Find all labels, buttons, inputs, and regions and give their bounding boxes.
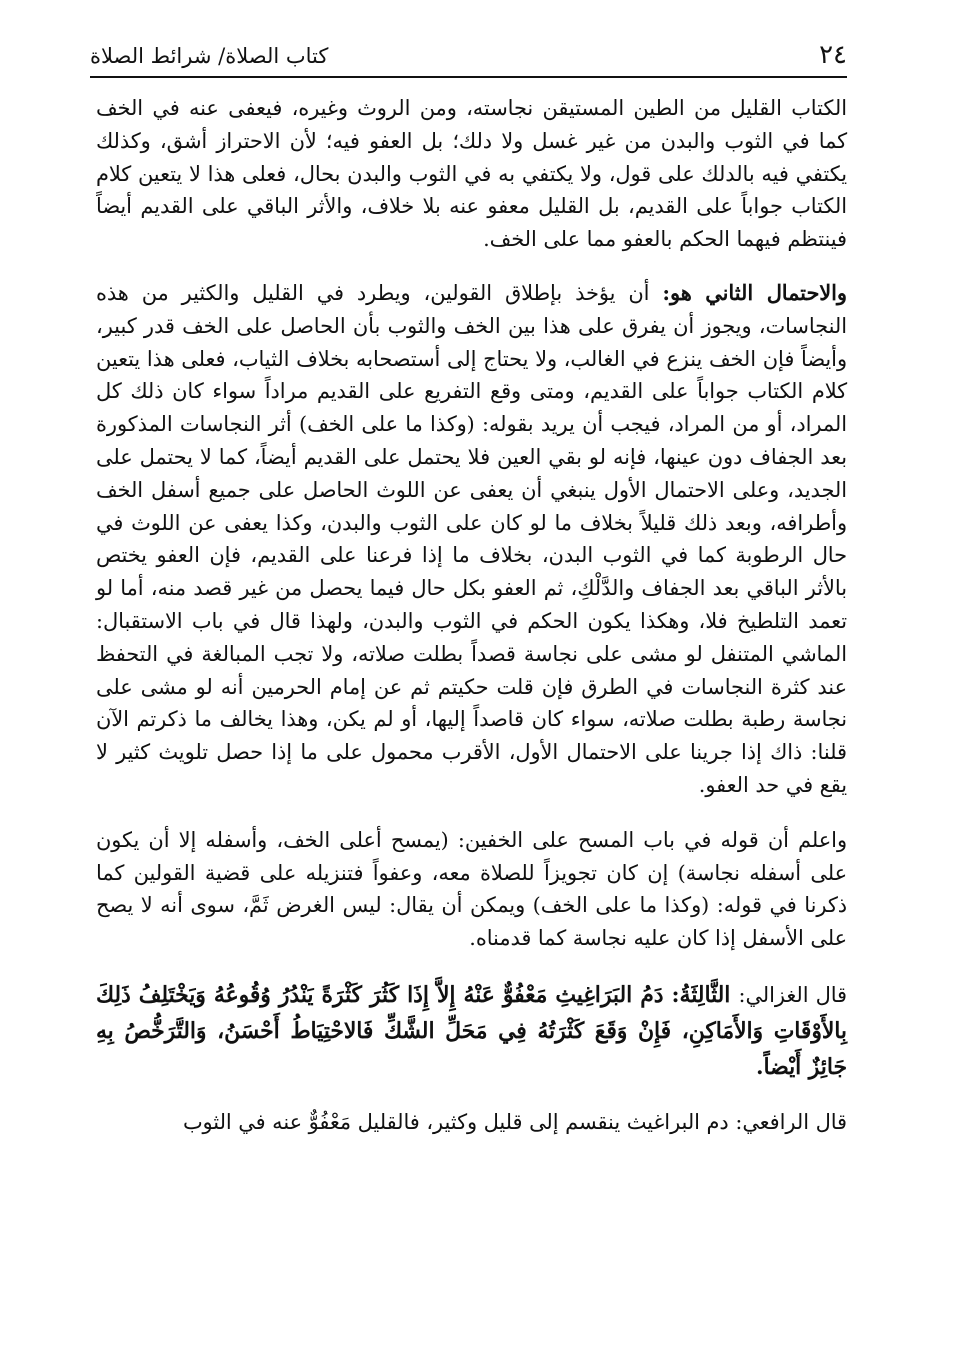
page-body <box>96 92 847 1139</box>
ghazali-matn <box>96 977 847 1086</box>
ghazali-text: الثَّالِثَةُ: دَمُ البَرَاغِيثِ مَعْفُوٌّ عَنْهُ إِلاَّ إِذَا كَثُرَ كَثْرَةً يَنْدُرُ وُقُوعُهُ وَيَخْتَلِفُ ذَلِكَ بِالأَوْقَاتِ وَالأَمَاكِنِ، فَإِنْ وَقَعَ كَثْرَتُهُ فِي مَحَلِّ الشَّكِّ فَالاحْتِيَاطُ أَحْسَنُ، وَالتَّرَخُّصُ بِهِ جَائِزٌ أَيْضاً. <box>96 982 847 1080</box>
rafii-text: دم البراغيث ينقسم إلى قليل وكثير، فالقليل مَعْفُوٌّ عنه في الثوب <box>182 1109 736 1134</box>
paragraph-3-text: واعلم أن قوله في باب المسح على الخفين: (يمسح أعلى الخف، وأسفله إلا أن يكون على أسفله نجاسة) إن كان تجويزاً للصلاة معه، وعفواً فتنزيله على قضية القولين كما ذكرنا في قوله: (وكذا ما على الخف) ويمكن أن يقال: ليس الغرض ثَمَّ، سوى أنه لا يصح على الأسفل إذا كان عليه نجاسة كما قدمناه. <box>96 827 847 951</box>
paragraph-3 <box>96 824 847 955</box>
running-title: كتاب الصلاة/ شرائط الصلاة <box>90 44 329 68</box>
rafii-commentary <box>96 1106 847 1139</box>
rafii-lead: قال الرافعي: <box>735 1109 847 1134</box>
paragraph-2 <box>96 277 847 802</box>
paragraph-1 <box>96 92 847 256</box>
page-number: ٢٤ <box>819 40 847 70</box>
paragraph-2-text: أن يؤخذ بإطلاق القولين، ويطرد في القليل والكثير من هذه النجاسات، ويجوز أن يفرق على هذا بين الخف والثوب بأن الحاصل على الخف قدر كبير، وأيضاً فإن الخف ينزع في الغالب، ولا يحتاج إلى أستصحابه بخلاف الثياب، فعلى هذا يتعين كلام الكتاب جواباً على القديم، ومتى وقع التفريع على القديم مراداً سواء كان ذلك كل المراد، أو من المراد، فيجب أن يريد بقوله: (وكذا ما على الخف) أثر النجاسات المذكورة بعد الجفاف دون عينها، فإنه لو بقي العين فلا يحتمل على القديم أيضاً، كما لا يحتمل على الجديد، وعلى الاحتمال الأول ينبغي أن يعفى عن اللوث الحاصل على جميع أسفل الخف وأطرافه، وبعد ذلك قليلاً بخلاف ما لو كان على الثوب والبدن، وكذا يعفى عن اللوث في حال الرطوبة كما في الثوب البدن، بخلاف ما إذا فرعنا على القديم، فإن العفو يختص بالأثر الباقي بعد الجفاف والدَّلْكِ، ثم العفو بكل حال فيما يحصل من غير قصد منه، أما لو تعمد التلطيخ فلا، وهكذا يكون الحكم في الثوب والبدن، ولهذا قال في باب الاستقبال: الماشي المتنفل لو مشى على نجاسة قصداً بطلت صلاته، ولا تجب المبالغة في التحفظ عند كثرة النجاسات في الطرق فإن قلت حكيتم ثم عن إمام الحرمين أنه لو مشى على نجاسة رطبة بطلت صلاته، سواء كان قاصداً إليها، أو لم يكن، وهذا يخالف ما ذكرتم الآن قلنا: ذاك إذا جرينا على الاحتمال الأول، الأقرب محمول على ما إذا حصل تلويث كثير لا يقع في حد العفو. <box>96 280 847 797</box>
ghazali-lead: قال الغزالي: <box>738 982 847 1007</box>
paragraph-2-lead: والاحتمال الثاني هو: <box>662 279 847 305</box>
page-header <box>90 30 847 78</box>
paragraph-1-text: الكتاب القليل من الطين المستيقن نجاسته، ومن الروث وغيره، فيعفى عنه في الخف كما في الثوب والبدن من غير غسل ولا دلك؛ بل العفو فيه؛ لأن الاحتراز أشق، وكذلك يكتفي فيه بالدلك على قول، ولا يكتفي به في الثوب والبدن بحال، فعلى هذا لا يتعين كلام الكتاب جواباً على القديم، بل القليل معفو عنه بلا خلاف، والأثر الباقي على القديم أيضاً فينتظم فيهما الحكم بالعفو مما على الخف. <box>96 96 847 252</box>
